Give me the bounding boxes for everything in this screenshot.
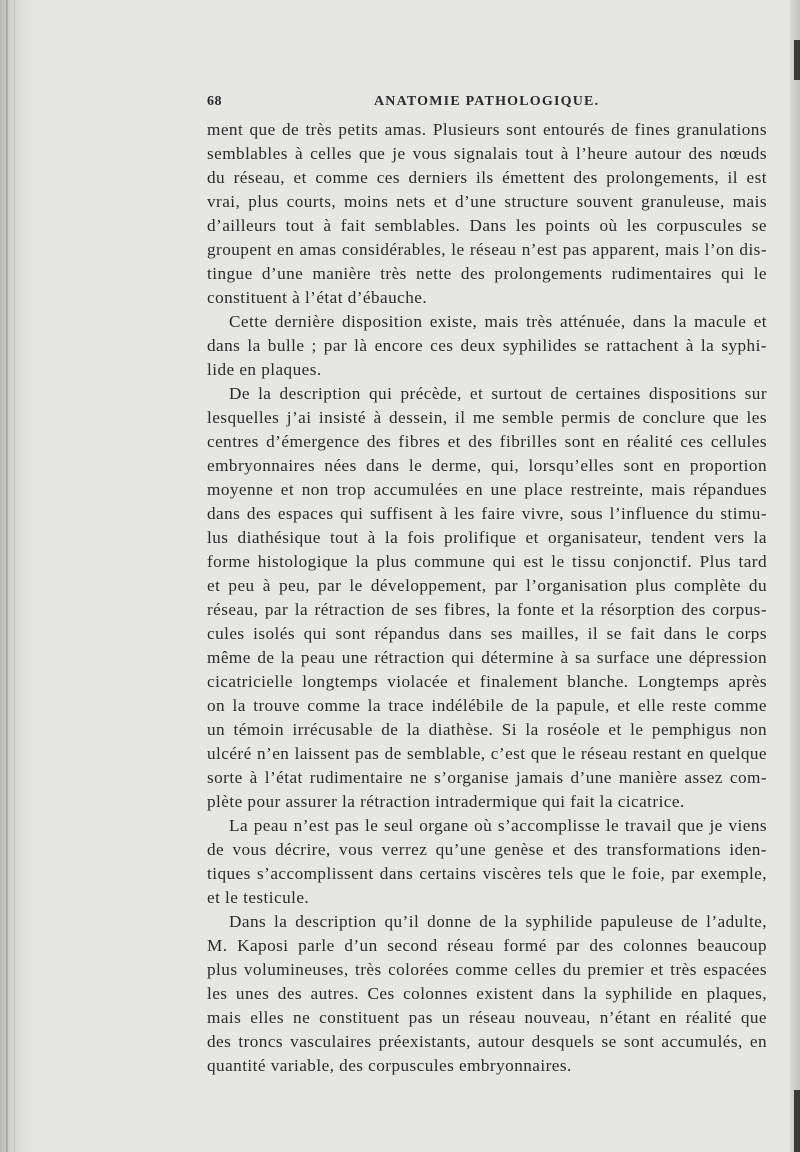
text-line: du réseau, et comme ces derniers ils émettent des prolongements, il est (207, 168, 767, 187)
text-line: La peau n’est pas le seul organe où s’accomplisse le travail que je viens (229, 816, 767, 835)
edge-mark (794, 1090, 800, 1152)
text-line: M. Kaposi parle d’un second réseau formé par des colonnes beaucoup (207, 936, 767, 955)
text-line: De la description qui précède, et surtout de certaines dispositions sur (229, 384, 767, 403)
text-line: les unes des autres. Ces colonnes existent dans la syphilide en plaques, (207, 984, 767, 1003)
page-right-edge (790, 0, 800, 1152)
text-line: cules isolés qui sont répandus dans ses mailles, il se fait dans le corps (207, 624, 767, 643)
text-line: tingue d’une manière très nette des prolongements rudimentaires qui le (207, 264, 767, 283)
text-line: tiques s’accomplissent dans certains viscères tels que le foie, par exemple, (207, 864, 767, 883)
text-line: réseau, par la rétraction de ses fibres, la fonte et la résorption des corpus- (207, 600, 767, 619)
text-line: centres d’émergence des fibres et des fibrilles sont en réalité ces cellules (207, 432, 767, 451)
text-line: moyenne et non trop accumulées en une place restreinte, mais répandues (207, 480, 767, 499)
text-line: groupent en amas considérables, le réseau n’est pas apparent, mais l’on dis- (207, 240, 767, 259)
text-line: cicatricielle longtemps violacée et finalement blanche. Longtemps après (207, 672, 767, 691)
text-line: vrai, plus courts, moins nets et d’une structure souvent granuleuse, mais (207, 192, 767, 211)
text-line: Cette dernière disposition existe, mais très atténuée, dans la macule et (229, 312, 767, 331)
text-line: et peu à peu, par le développement, par l’organisation plus complète du (207, 576, 767, 595)
text-line: quantité variable, des corpuscules embryonnaires. (207, 1056, 572, 1075)
text-line: ment que de très petits amas. Plusieurs sont entourés de fines granulations (207, 120, 767, 139)
text-line: lide en plaques. (207, 360, 322, 379)
text-line: ulcéré n’en laissent pas de semblable, c’est que le réseau restant en quelque (207, 744, 767, 763)
text-line: lus diathésique tout à la fois prolifique et organisateur, tendent vers la (207, 528, 767, 547)
page-number: 68 (207, 94, 222, 109)
page-header (207, 94, 797, 114)
text-line: plète pour assurer la rétraction intradermique qui fait la cicatrice. (207, 792, 685, 811)
text-line: on la trouve comme la trace indélébile de la papule, et elle reste comme (207, 696, 767, 715)
text-line: et le testicule. (207, 888, 310, 907)
text-line: d’ailleurs tout à fait semblables. Dans les points où les corpuscules se (207, 216, 767, 235)
running-head: ANATOMIE PATHOLOGIQUE. (374, 94, 600, 109)
gutter-line (6, 0, 8, 1152)
text-line: lesquelles j’ai insisté à dessein, il me semble permis de conclure que les (207, 408, 767, 427)
text-line: constituent à l’état d’ébauche. (207, 288, 428, 307)
text-line: même de la peau une rétraction qui détermine à sa surface une dépression (207, 648, 767, 667)
text-line: un témoin irrécusable de la diathèse. Si la roséole et le pemphigus non (207, 720, 767, 739)
text-line: mais elles ne constituent pas un réseau nouveau, n’étant en réalité que (207, 1008, 767, 1027)
text-line: sorte à l’état rudimentaire ne s’organise jamais d’une manière assez com- (207, 768, 767, 787)
edge-mark (794, 40, 800, 80)
gutter-line (14, 0, 15, 1152)
binding-gutter (0, 0, 34, 1152)
text-line: semblables à celles que je vous signalais tout à l’heure autour des nœuds (207, 144, 767, 163)
text-line: dans la bulle ; par là encore ces deux syphilides se rattachent à la syphi- (207, 336, 767, 355)
text-line: plus volumineuses, très colorées comme celles du premier et très espacées (207, 960, 767, 979)
text-line: dans des espaces qui suffisent à les faire vivre, sous l’influence du stimu- (207, 504, 767, 523)
text-line: des troncs vasculaires préexistants, autour desquels se sont accumulés, en (207, 1032, 767, 1051)
body-text (207, 118, 767, 1078)
text-line: de vous décrire, vous verrez qu’une genèse et des transformations iden- (207, 840, 767, 859)
text-line: Dans la description qu’il donne de la syphilide papuleuse de l’adulte, (229, 912, 767, 931)
text-line: embryonnaires nées dans le derme, qui, lorsqu’elles sont en proportion (207, 456, 767, 475)
text-line: forme histologique la plus commune qui est le tissu conjonctif. Plus tard (207, 552, 767, 571)
